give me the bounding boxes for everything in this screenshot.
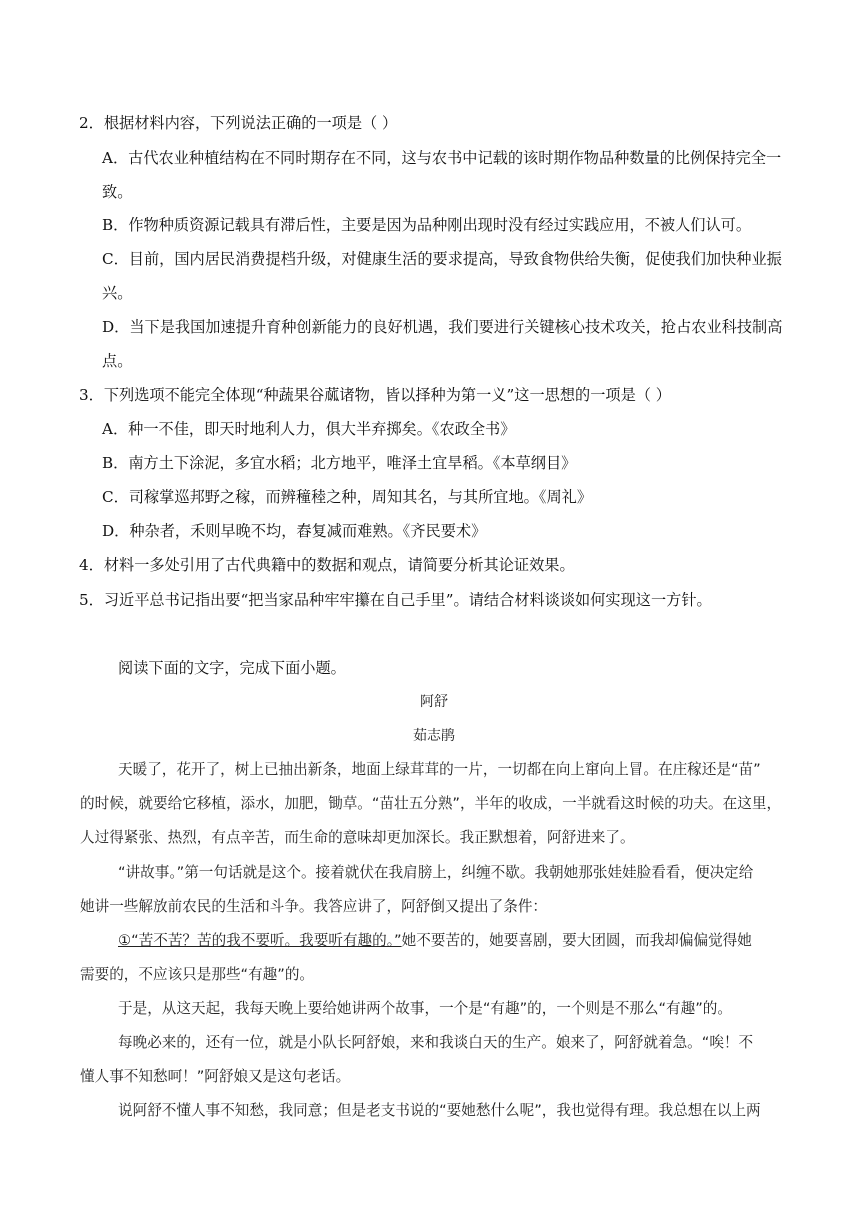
story-paragraph-2-line-2: 她讲一些解放前农民的生活和斗争。我答应讲了，阿舒倒又提出了条件： [80,898,548,915]
story-paragraph-1-line-3: 人过得紧张、热烈，有点辛苦，而生命的意味却更加深长。我正默想着，阿舒进来了。 [80,829,635,846]
q5-stem: 5．习近平总书记指出要“把当家品种牢牢攥在自己手里”。请结合材料谈谈如何实现这一方针。 [79,591,712,609]
underlined-sentence-1: ①“苦不苦？苦的我不要听。我要听有趣的。” [118,932,402,949]
q2-stem: 2．根据材料内容，下列说法正确的一项是（ ） [79,114,398,132]
q2-option-c-line1: C．目前，国内居民消费提档升级，对健康生活的要求提高，导致食物供给失衡，促使我们加快种业振 [102,250,782,268]
paragraph-3-rest: 她不要苦的，她要喜剧，要大团圆，而我却偏偏觉得她 [401,932,752,949]
q2-option-b: B．作物种质资源记载具有滞后性，主要是因为品种刚出现时没有经过实践应用，不被人们认可。 [102,216,752,234]
story-paragraph-3-line-1 [118,930,792,952]
story-paragraph-5-line-1: 每晚必来的，还有一位，就是小队长阿舒娘，来和我谈白天的生产。娘来了，阿舒就着急。“唉！不 [118,1034,754,1051]
q4-stem: 4．材料一多处引用了古代典籍中的数据和观点，请简要分析其论证效果。 [79,556,575,574]
story-paragraph-3-line-2: 需要的，不应该只是那些“有趣”的。 [80,966,315,983]
q3-option-b: B．南方土下涂泥，多宜水稻；北方地平，唯泽土宜旱稻。《本草纲目》 [102,454,577,472]
story-author: 茹志鹃 [413,728,455,744]
story-paragraph-6-line-1: 说阿舒不懂人事不知愁，我同意；但是老支书说的“要她愁什么呢”，我也觉得有理。我总想在以上两 [118,1102,761,1119]
story-paragraph-2-line-1: “讲故事。”第一句话就是这个。接着就伏在我肩膀上，纠缠不歇。我朝她那张娃娃脸看看，便决定给 [118,864,754,881]
reading-intro: 阅读下面的文字，完成下面小题。 [118,659,346,677]
story-paragraph-4: 于是，从这天起，我每天晚上要给她讲两个故事，一个是“有趣”的，一个则是不那么“有趣”的。 [118,1000,732,1017]
q2-option-a-line2: 致。 [102,183,133,201]
q3-option-a: A．种一不佳，即天时地利人力，俱大半弃掷矣。《农政全书》 [102,420,516,438]
story-paragraph-5-line-2: 懂人事不知愁呵！”阿舒娘又是这句老话。 [80,1068,351,1085]
q3-option-c: C．司稼掌巡邦野之稼，而辨穜稑之种，周知其名，与其所宜地。《周礼》 [102,488,593,506]
q3-option-d: D．种杂者，禾则早晚不均，舂复减而难熟。《齐民要术》 [102,522,487,540]
story-paragraph-1-line-1: 天暖了，花开了，树上已抽出新条，地面上绿茸茸的一片，一切都在向上窜向上冒。在庄稼还是“苗” [118,761,761,778]
story-paragraph-1-line-2: 的时候，就要给它移植，添水，加肥，锄草。“苗壮五分熟”，半年的收成，一半就看这时候的功夫。在这里， [80,795,782,812]
q3-stem: 3．下列选项不能完全体现“种蔬果谷蓏诸物，皆以择种为第一义”这一思想的一项是（ ） [79,386,671,404]
story-title: 阿舒 [420,694,448,710]
q2-option-d-line2: 点。 [102,352,133,370]
q2-option-d-line1: D．当下是我国加速提升育种创新能力的良好机遇，我们要进行关键核心技术攻关，抢占农业科技制高 [102,318,783,336]
q2-option-c-line2: 兴。 [102,284,133,302]
q2-option-a-line1: A．古代农业种植结构在不同时期存在不同，这与农书中记载的该时期作物品种数量的比例保持完全一 [102,149,782,167]
